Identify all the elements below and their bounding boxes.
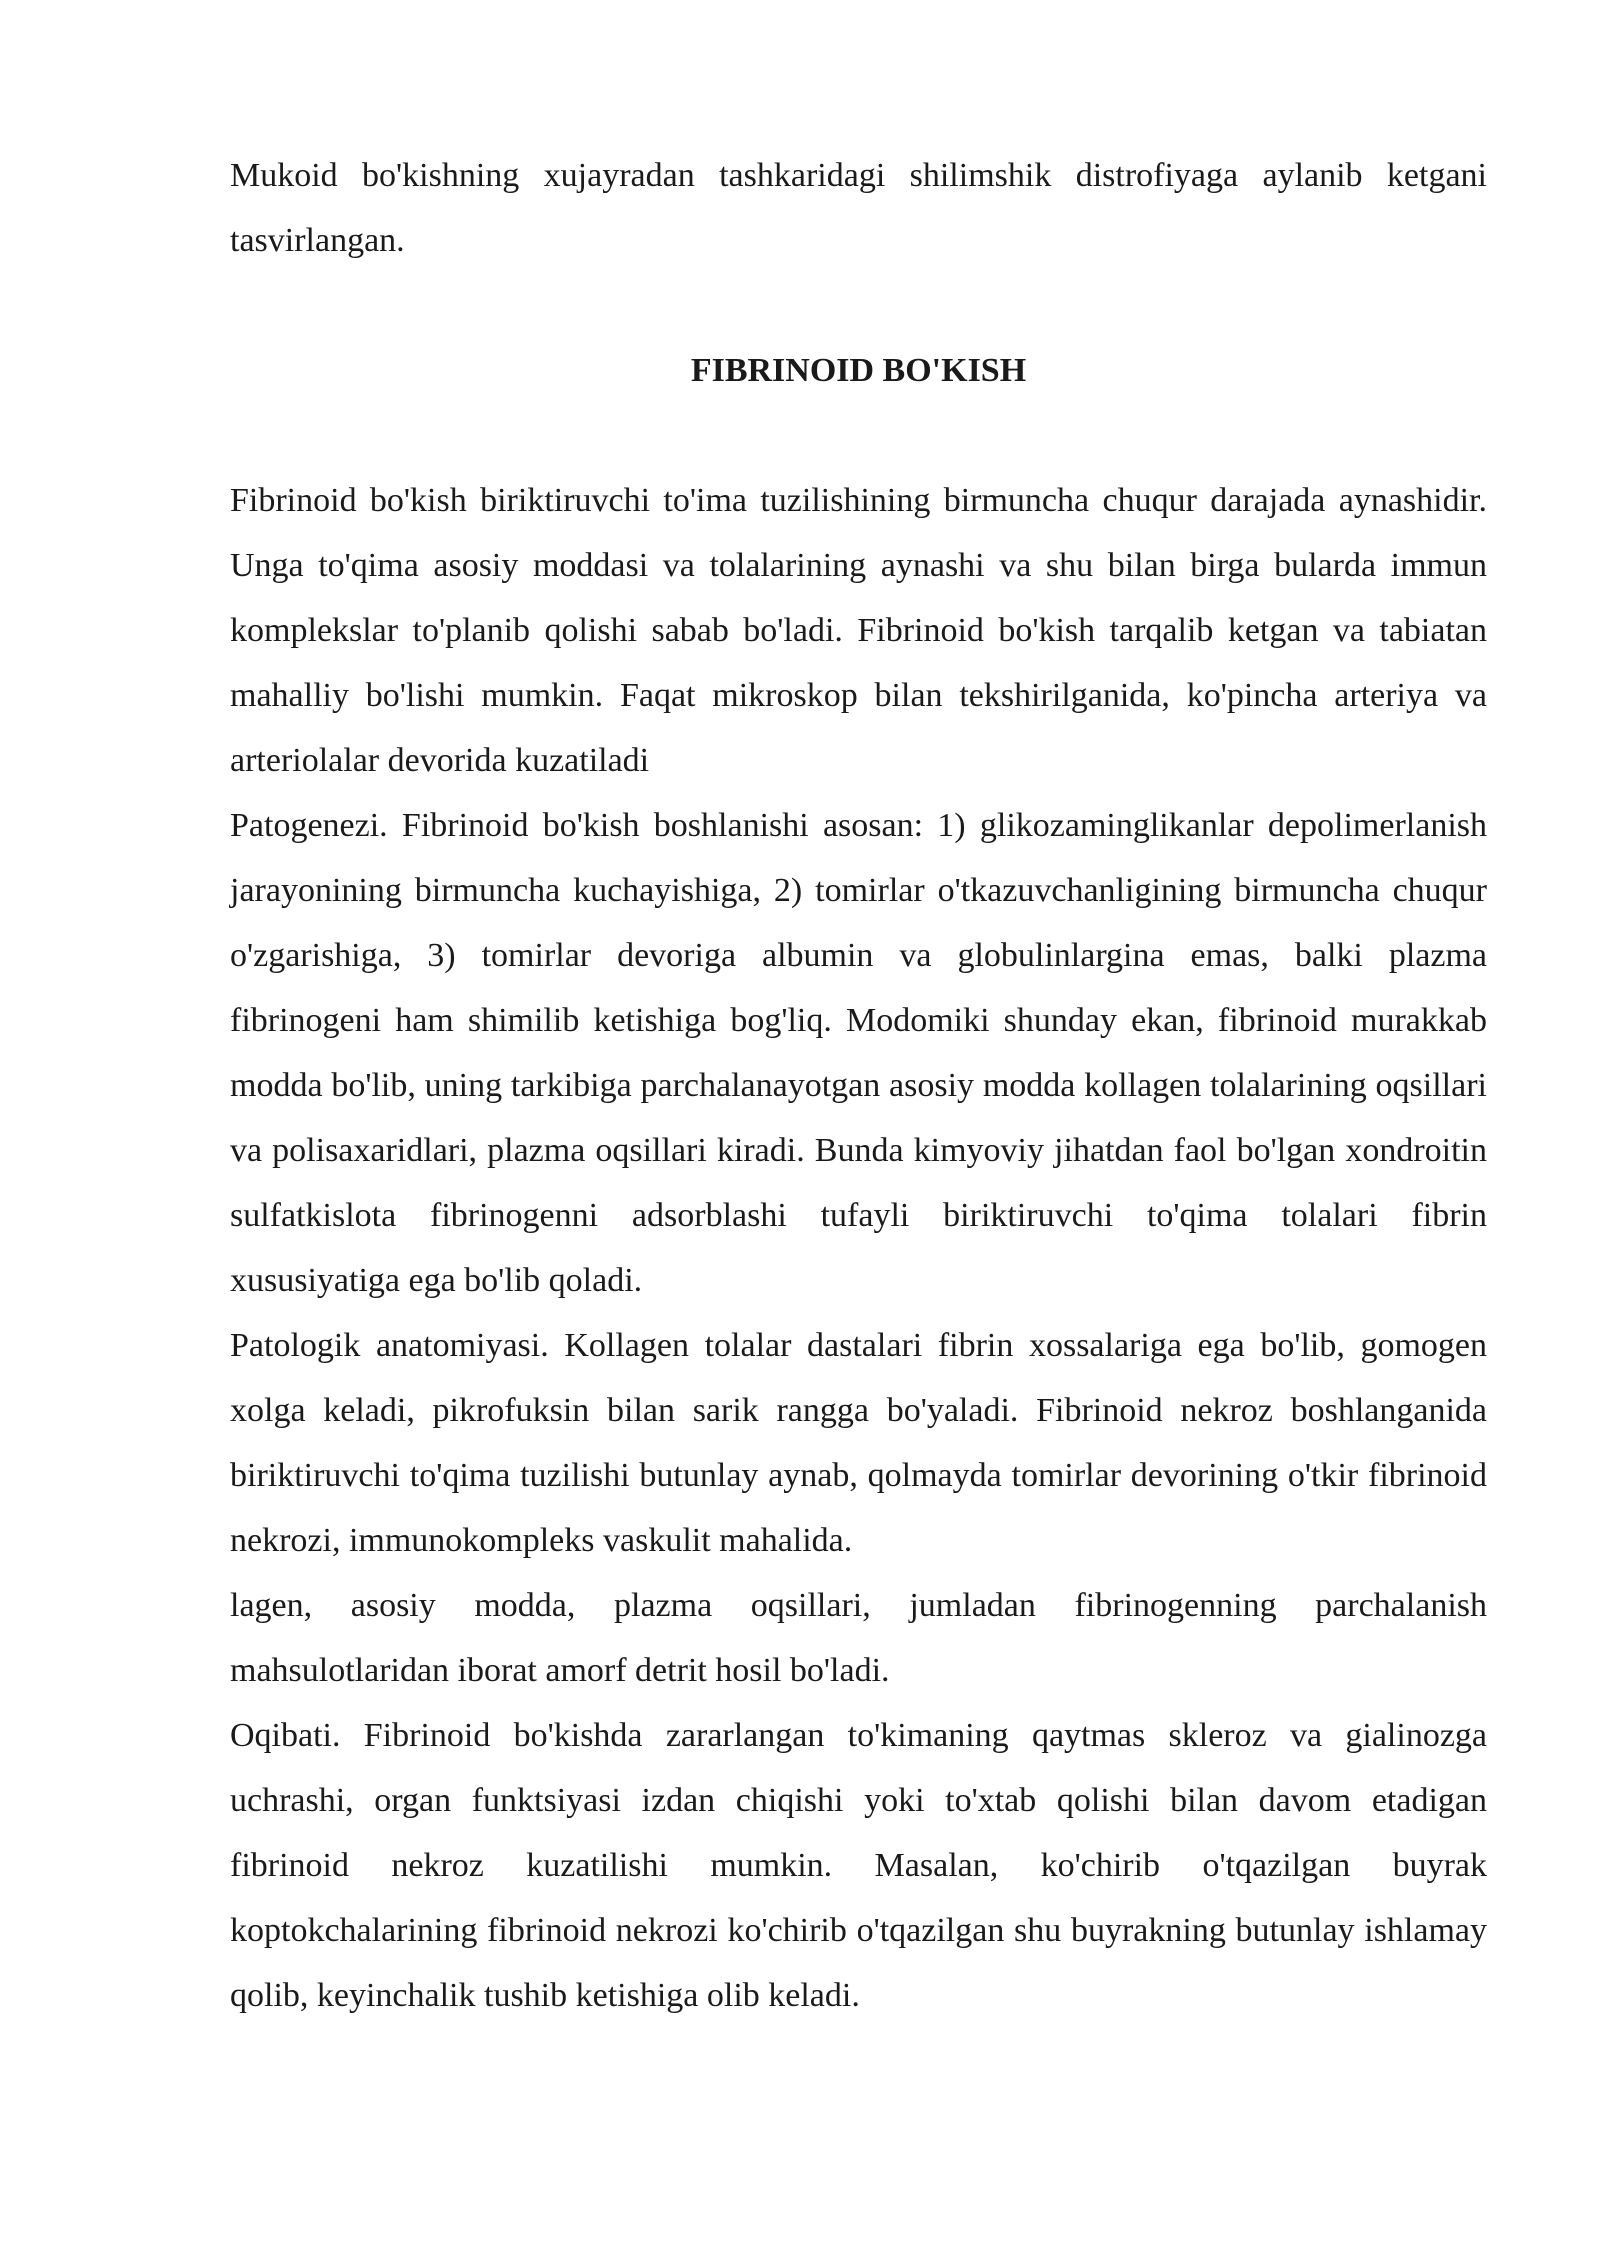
body-paragraph-pathogenesis: Patogenezi. Fibrinoid bo'kish boshlanishi asosan: 1) glikozaminglikanlar depolimerlanish jarayonining birmuncha kuchayishiga, 2) tomirlar o'tkazuvchanligining birmuncha chuqur o'zgarishiga, 3) tomirlar devoriga albumin va globulinlargina emas, balki plazma fibrinogeni ham shimilib ketishiga bog'liq. Modomiki shunday ekan, fibrinoid murakkab modda bo'lib, uning tarkibiga parchalanayotgan asosiy modda kollagen tolalarining oqsillari va polisaxaridlari, plazma oqsillari kiradi. Bunda kimyoviy jihatdan faol bo'lgan xondroitin sulfatkislota fibrinogenni adsorblashi tufayli biriktiruvchi to'qima tolalari fibrin xususiyatiga ega bo'lib qoladi. — [230, 807, 1487, 1299]
body-paragraph-outcome: Oqibati. Fibrinoid bo'kishda zararlangan to'kimaning qaytmas skleroz va gialinozga uchrashi, organ funktsiyasi izdan chiqishi yoki to'xtab qolishi bilan davom etadigan fibrinoid nekroz kuzatilishi mumkin. Masalan, ko'chirib o'tqazilgan buyrak koptokchalarining fibrinoid nekrozi ko'chirib o'tqazilgan shu buyrakning butunlay ishlamay qolib, keyinchalik tushib ketishiga olib keladi. — [230, 1717, 1487, 2014]
body-paragraph-detritus: lagen, asosiy modda, plazma oqsillari, jumladan fibrinogenning parchalanish mahsulotlaridan iborat amorf detrit hosil bo'ladi. — [230, 1587, 1487, 1689]
intro-paragraph: Mukoid bo'kishning xujayradan tashkaridagi shilimshik distrofiyaga aylanib ketgani tasvirlangan. — [230, 157, 1487, 259]
body-paragraph-anatomy: Patologik anatomiyasi. Kollagen tolalar dastalari fibrin xossalariga ega bo'lib, gomogen xolga keladi, pikrofuksin bilan sarik rangga bo'yaladi. Fibrinoid nekroz boshlanganida biriktiruvchi to'qima tuzilishi butunlay aynab, qolmayda tomirlar devorining o'tkir fibrinoid nekrozi, immunokompleks vaskulit mahalida. — [230, 1327, 1487, 1559]
body-paragraph-definition: Fibrinoid bo'kish biriktiruvchi to'ima tuzilishining birmuncha chuqur darajada aynashidir. Unga to'qima asosiy moddasi va tolalarining aynashi va shu bilan birga bularda immun komplekslar to'planib qolishi sabab bo'ladi. Fibrinoid bo'kish tarqalib ketgan va tabiatan mahalliy bo'lishi mumkin. Faqat mikroskop bilan tekshirilganida, ko'pincha arteriya va arteriolalar devorida kuzatiladi — [230, 482, 1487, 779]
section-heading: FIBRINOID BO'KISH — [690, 352, 1027, 389]
page-content — [230, 143, 1487, 2028]
